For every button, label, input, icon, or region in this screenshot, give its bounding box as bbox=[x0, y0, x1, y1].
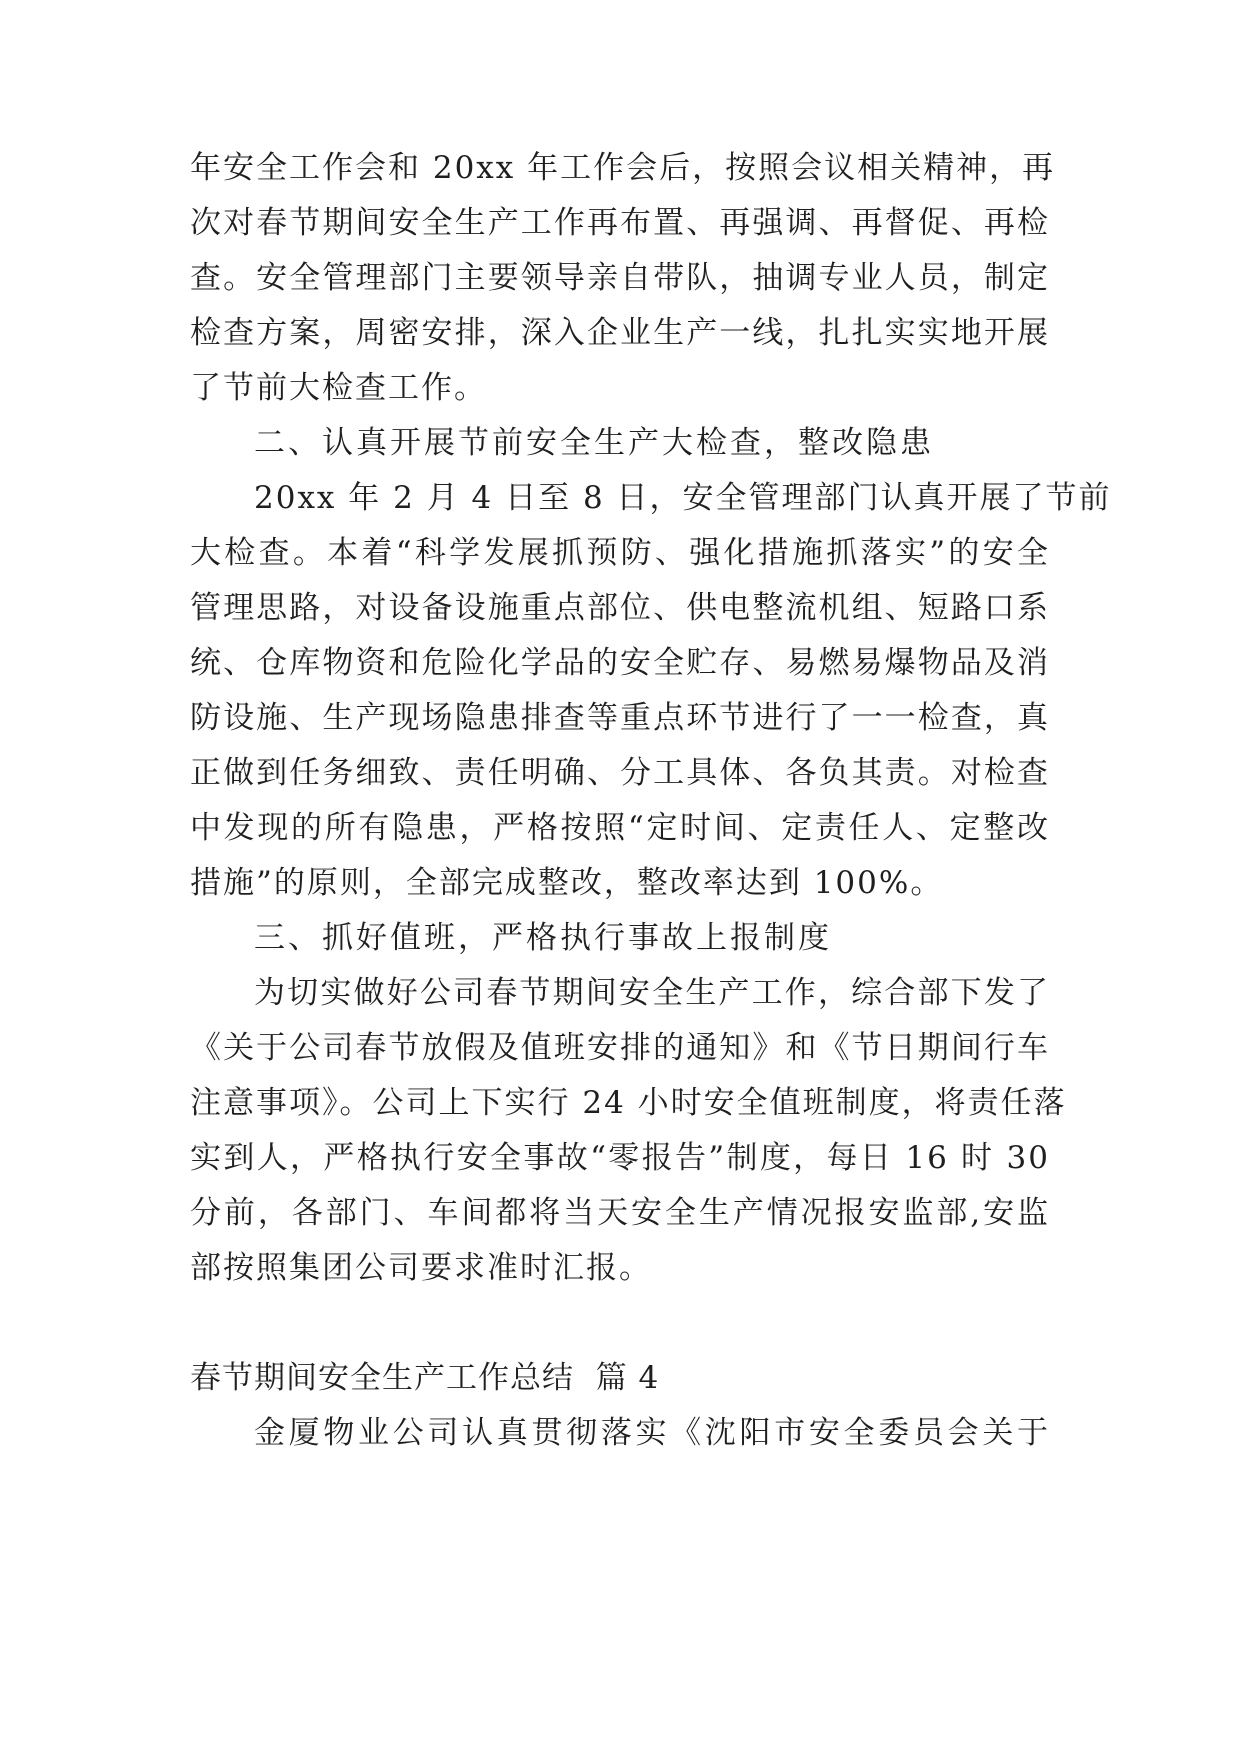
paragraph-line: 措施”的原则，全部完成整改，整改率达到 100%。 bbox=[190, 865, 944, 901]
paragraph-line: 为切实做好公司春节期间安全生产工作，综合部下发了 bbox=[254, 975, 1050, 1011]
paragraph-line: 金厦物业公司认真贯彻落实《沈阳市安全委员会关于 bbox=[254, 1415, 1050, 1451]
section-heading: 二、认真开展节前安全生产大检查，整改隐患 bbox=[254, 425, 934, 461]
paragraph-line: 注意事项》。公司上下实行 24 小时安全值班制度，将责任落 bbox=[190, 1085, 1067, 1121]
paragraph-line: 年安全工作会和 20xx 年工作会后，按照会议相关精神，再 bbox=[190, 150, 1056, 186]
paragraph-line: 防设施、生产现场隐患排查等重点环节进行了一一检查，真 bbox=[190, 700, 1050, 736]
paragraph-line: 了节前大检查工作。 bbox=[190, 370, 487, 406]
paragraph-line: 正做到任务细致、责任明确、分工具体、各负其责。对检查 bbox=[190, 755, 1050, 791]
paragraph-line: 中发现的所有隐患，严格按照“定时间、定责任人、定整改 bbox=[190, 810, 1050, 846]
paragraph-line: 管理思路，对设备设施重点部位、供电整流机组、短路口系 bbox=[190, 590, 1050, 626]
paragraph-line: 《关于公司春节放假及值班安排的通知》和《节日期间行车 bbox=[190, 1030, 1050, 1066]
paragraph-line: 查。安全管理部门主要领导亲自带队，抽调专业人员，制定 bbox=[190, 260, 1050, 296]
paragraph-line: 统、仓库物资和危险化学品的安全贮存、易燃易爆物品及消 bbox=[190, 645, 1050, 681]
paragraph-line: 次对春节期间安全生产工作再布置、再强调、再督促、再检 bbox=[190, 205, 1050, 241]
paragraph-line: 实到人，严格执行安全事故“零报告”制度，每日 16 时 30 bbox=[190, 1140, 1050, 1176]
paragraph-line: 检查方案，周密安排，深入企业生产一线，扎扎实实地开展 bbox=[190, 315, 1050, 351]
paragraph-line: 部按照集团公司要求准时汇报。 bbox=[190, 1250, 652, 1286]
paragraph-line: 大检查。本着“科学发展抓预防、强化措施抓落实”的安全 bbox=[190, 535, 1050, 571]
section-heading: 三、抓好值班，严格执行事故上报制度 bbox=[254, 920, 832, 956]
paragraph-line: 20xx 年 2 月 4 日至 8 日，安全管理部门认真开展了节前 bbox=[254, 480, 1112, 516]
paragraph-line: 分前，各部门、车间都将当天安全生产情况报安监部,安监 bbox=[190, 1195, 1050, 1231]
article-title: 春节期间安全生产工作总结 篇 4 bbox=[190, 1360, 660, 1396]
